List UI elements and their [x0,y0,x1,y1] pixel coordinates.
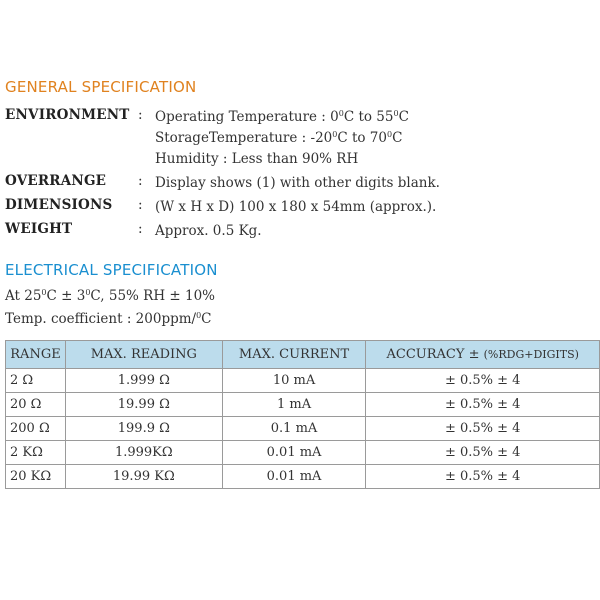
electrical-spec-table [5,340,600,489]
cell-max-current: 10 mA [222,369,366,393]
cell-max-reading: 199.9 Ω [65,417,222,441]
header-max-current: MAX. CURRENT [222,341,366,369]
table-row [6,369,600,393]
humidity: Humidity : Less than 90% RH [155,151,359,167]
cell-range: 200 Ω [6,417,66,441]
cell-max-current: 0.01 mA [222,441,366,465]
cell-max-reading: 1.999 Ω [65,369,222,393]
environment-colon: : [138,107,143,123]
weight-colon: : [138,221,143,237]
cell-accuracy: ± 0.5% ± 4 [366,369,600,393]
cell-max-reading: 19.99 KΩ [65,465,222,489]
electrical-spec-title: ELECTRICAL SPECIFICATION [5,261,218,279]
cell-range: 20 Ω [6,393,66,417]
table-row [6,393,600,417]
operating-temperature: Operating Temperature : $0^0C$ to $55^0C$ [155,109,409,125]
header-accuracy: ACCURACY ± (%RDG+DIGITS) [366,341,600,369]
overrange-label: OVERRANGE [5,173,107,189]
table-row [6,441,600,465]
general-spec-title: GENERAL SPECIFICATION [5,78,197,96]
cell-max-reading: 1.999KΩ [65,441,222,465]
test-conditions: At $25^0C \pm 3^0C$, 55% RH ± 10% [5,288,215,304]
cell-max-current: 0.01 mA [222,465,366,489]
header-max-reading: MAX. READING [65,341,222,369]
header-range: RANGE [6,341,66,369]
storage-temperature: StorageTemperature : $-20^0C$ to $70^0C$ [155,130,403,146]
cell-accuracy: ± 0.5% ± 4 [366,441,600,465]
overrange-value: Display shows (1) with other digits blank. [155,175,440,191]
cell-accuracy: ± 0.5% ± 4 [366,393,600,417]
cell-accuracy: ± 0.5% ± 4 [366,417,600,441]
cell-range: 20 KΩ [6,465,66,489]
environment-label: ENVIRONMENT [5,107,130,123]
cell-range: 2 Ω [6,369,66,393]
weight-label: WEIGHT [5,221,73,237]
dimensions-value: (W x H x D) 100 x 180 x 54mm (approx.). [155,199,437,215]
table-header-row [6,341,600,369]
weight-value: Approx. 0.5 Kg. [155,223,262,239]
overrange-colon: : [138,173,143,189]
table-row [6,417,600,441]
cell-max-current: 1 mA [222,393,366,417]
dimensions-colon: : [138,197,143,213]
table-row [6,465,600,489]
environment-values [155,107,409,170]
dimensions-label: DIMENSIONS [5,197,113,213]
cell-max-reading: 19.99 Ω [65,393,222,417]
cell-range: 2 KΩ [6,441,66,465]
cell-accuracy: ± 0.5% ± 4 [366,465,600,489]
temp-coefficient: Temp. coefficient : 200ppm/$^0$C [5,311,212,327]
cell-max-current: 0.1 mA [222,417,366,441]
